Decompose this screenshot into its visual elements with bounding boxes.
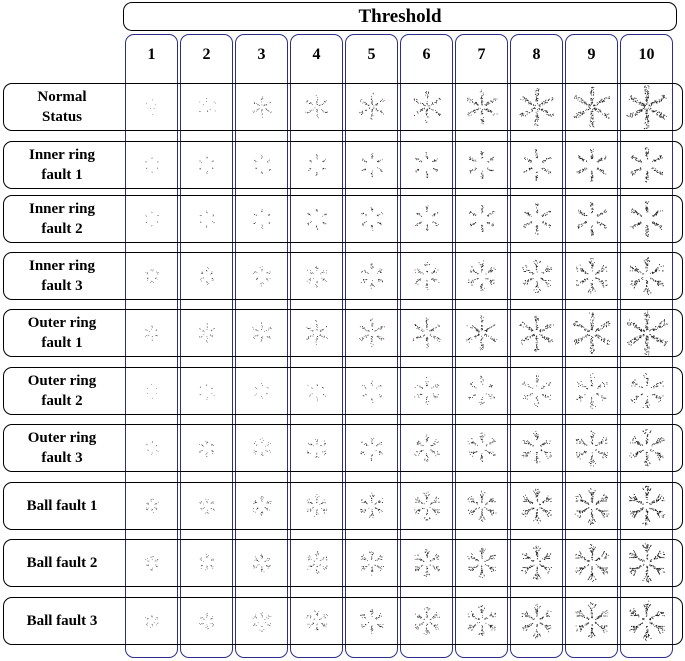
row-label: Ball fault 1 (26, 498, 98, 514)
glyph-r10-c2 (184, 598, 230, 644)
glyph-r5-c1 (129, 310, 175, 356)
column-label: 3 (257, 46, 266, 63)
glyph-r5-c9 (569, 310, 615, 356)
glyph-r2-c9 (569, 142, 615, 188)
glyph-r9-c8 (514, 540, 560, 586)
glyph-r4-c3 (239, 253, 285, 299)
glyph-r4-c4 (294, 253, 340, 299)
glyph-r3-c3 (239, 196, 285, 242)
row-label: Ball fault 2 (26, 555, 98, 571)
glyph-r5-c6 (404, 310, 450, 356)
glyph-r9-c5 (349, 540, 395, 586)
row-label: Inner ring fault 1 (29, 147, 95, 183)
glyph-r7-c3 (239, 425, 285, 471)
glyph-r7-c8 (514, 425, 560, 471)
glyph-r3-c2 (184, 196, 230, 242)
glyph-r9-c6 (404, 540, 450, 586)
glyph-r4-c10 (624, 253, 670, 299)
glyph-r6-c6 (404, 368, 450, 414)
glyph-r8-c6 (404, 483, 450, 529)
glyph-r10-c7 (459, 598, 505, 644)
glyph-r1-c6 (404, 84, 450, 130)
glyph-r1-c3 (239, 84, 285, 130)
glyph-r10-c5 (349, 598, 395, 644)
glyph-r5-c7 (459, 310, 505, 356)
glyph-r3-c4 (294, 196, 340, 242)
glyph-r9-c2 (184, 540, 230, 586)
column-label: 1 (147, 46, 156, 63)
glyph-r2-c10 (624, 142, 670, 188)
glyph-r6-c5 (349, 368, 395, 414)
glyph-r6-c3 (239, 368, 285, 414)
glyph-r7-c5 (349, 425, 395, 471)
glyph-r8-c4 (294, 483, 340, 529)
column-label: 8 (532, 46, 541, 63)
glyph-r6-c7 (459, 368, 505, 414)
glyph-r10-c3 (239, 598, 285, 644)
row-label: Ball fault 3 (26, 613, 98, 629)
glyph-r10-c6 (404, 598, 450, 644)
glyph-r1-c1 (129, 84, 175, 130)
glyph-r6-c9 (569, 368, 615, 414)
glyph-r2-c2 (184, 142, 230, 188)
glyph-r1-c2 (184, 84, 230, 130)
glyph-r3-c1 (129, 196, 175, 242)
row-label: Normal Status (37, 89, 87, 125)
glyph-r8-c2 (184, 483, 230, 529)
glyph-r2-c4 (294, 142, 340, 188)
glyph-r5-c10 (624, 310, 670, 356)
row-label: Outer ring fault 2 (27, 373, 97, 409)
glyph-r7-c9 (569, 425, 615, 471)
glyph-r7-c7 (459, 425, 505, 471)
glyph-r1-c5 (349, 84, 395, 130)
glyph-r7-c6 (404, 425, 450, 471)
glyph-r2-c7 (459, 142, 505, 188)
glyph-r2-c6 (404, 142, 450, 188)
glyph-r7-c4 (294, 425, 340, 471)
glyph-r9-c7 (459, 540, 505, 586)
glyph-r7-c2 (184, 425, 230, 471)
glyph-r5-c3 (239, 310, 285, 356)
glyph-r7-c10 (624, 425, 670, 471)
glyph-r2-c8 (514, 142, 560, 188)
row-label: Outer ring fault 3 (27, 430, 97, 466)
glyph-r9-c9 (569, 540, 615, 586)
glyph-r9-c4 (294, 540, 340, 586)
glyph-r8-c3 (239, 483, 285, 529)
glyph-r4-c7 (459, 253, 505, 299)
glyph-r9-c10 (624, 540, 670, 586)
glyph-r8-c1 (129, 483, 175, 529)
glyph-r1-c8 (514, 84, 560, 130)
column-label: 2 (202, 46, 211, 63)
glyph-r5-c8 (514, 310, 560, 356)
glyph-r3-c5 (349, 196, 395, 242)
threshold-title: Threshold (358, 5, 442, 27)
column-label: 6 (422, 46, 431, 63)
glyph-r1-c7 (459, 84, 505, 130)
glyph-r4-c9 (569, 253, 615, 299)
glyph-r2-c5 (349, 142, 395, 188)
glyph-r8-c8 (514, 483, 560, 529)
glyph-r3-c10 (624, 196, 670, 242)
row-label: Inner ring fault 2 (29, 201, 95, 237)
glyph-r6-c1 (129, 368, 175, 414)
glyph-r4-c5 (349, 253, 395, 299)
column-label: 9 (587, 46, 596, 63)
glyph-r3-c9 (569, 196, 615, 242)
glyph-r6-c8 (514, 368, 560, 414)
column-label: 5 (367, 46, 376, 63)
glyph-r9-c1 (129, 540, 175, 586)
glyph-r3-c6 (404, 196, 450, 242)
glyph-r6-c4 (294, 368, 340, 414)
glyph-r10-c4 (294, 598, 340, 644)
glyph-r7-c1 (129, 425, 175, 471)
glyph-r4-c2 (184, 253, 230, 299)
glyph-r3-c8 (514, 196, 560, 242)
glyph-r6-c2 (184, 368, 230, 414)
glyph-r10-c9 (569, 598, 615, 644)
glyph-r8-c9 (569, 483, 615, 529)
glyph-r2-c3 (239, 142, 285, 188)
column-label: 10 (638, 46, 655, 63)
glyph-r6-c10 (624, 368, 670, 414)
glyph-r9-c3 (239, 540, 285, 586)
glyph-r10-c1 (129, 598, 175, 644)
row-label: Inner ring fault 3 (29, 258, 95, 294)
column-label: 7 (477, 46, 486, 63)
glyph-r1-c10 (624, 84, 670, 130)
glyph-r10-c10 (624, 598, 670, 644)
glyph-r10-c8 (514, 598, 560, 644)
glyph-r2-c1 (129, 142, 175, 188)
glyph-r8-c7 (459, 483, 505, 529)
glyph-r3-c7 (459, 196, 505, 242)
glyph-r1-c9 (569, 84, 615, 130)
glyph-r1-c4 (294, 84, 340, 130)
glyph-r4-c1 (129, 253, 175, 299)
row-label: Outer ring fault 1 (27, 315, 97, 351)
glyph-r5-c5 (349, 310, 395, 356)
glyph-r5-c4 (294, 310, 340, 356)
glyph-r8-c10 (624, 483, 670, 529)
glyph-r4-c8 (514, 253, 560, 299)
glyph-r8-c5 (349, 483, 395, 529)
glyph-r5-c2 (184, 310, 230, 356)
glyph-r4-c6 (404, 253, 450, 299)
threshold-header (123, 2, 677, 31)
column-label: 4 (312, 46, 321, 63)
